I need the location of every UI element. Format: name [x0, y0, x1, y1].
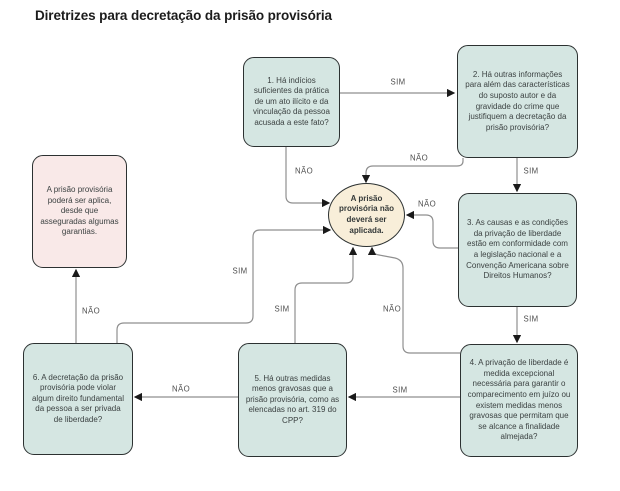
edge-label-q4-q5-sim: SIM	[392, 385, 408, 395]
node-question-3-text: 3. As causas e as condições da privação de liberdade estão em conformidade com a legislação nacional e a Convenção Americana sobre Direitos Humanos?	[466, 218, 569, 281]
node-question-4	[460, 344, 578, 457]
node-question-6-text: 6. A decretação da prisão provisória pode violar algum direito fundamental da pessoa a ser privada de liberdade?	[31, 372, 125, 424]
node-question-5-text: 5. Há outras medidas menos gravosas que a prisão provisória, como as elencadas no art. 319 do CPP?	[245, 373, 340, 425]
node-question-1-text: 1. Há indícios suficientes da prática de um ato ilícito e da vinculação da pessoa acusada a este fato?	[253, 75, 330, 127]
node-question-6	[23, 343, 133, 455]
node-question-2	[457, 45, 578, 158]
edge-label-q6-denied-sim: SIM	[232, 266, 248, 276]
edge-label-q2-denied-nao: NÃO	[409, 153, 429, 163]
node-question-4-text: 4. A privação de liberdade é medida excepcional necessária para garantir o comparecimento em juízo ou existem medidas menos gravosas que permitam que se alcance a finalidade almejada?	[467, 358, 571, 442]
edge-label-q2-q3-sim: SIM	[523, 166, 539, 176]
edge-label-q5-denied-sim: SIM	[274, 304, 290, 314]
node-outcome-denied-text: A prisão provisória não deverá ser aplicada.	[338, 193, 395, 235]
node-outcome-allowed-text: A prisão provisória poderá ser aplica, desde que asseguradas algumas garantias.	[40, 185, 119, 237]
edge-label-q6-allowed-nao: NÃO	[81, 306, 101, 316]
connector-q5-denied	[295, 248, 353, 343]
node-question-5	[238, 343, 347, 457]
page-title: Diretrizes para decretação da prisão provisória	[35, 8, 332, 23]
node-outcome-allowed	[32, 155, 127, 268]
node-question-1	[243, 57, 340, 147]
edge-label-q3-denied-nao: NÃO	[417, 199, 437, 209]
connector-q4-denied	[372, 248, 460, 353]
connector-q6-denied	[117, 230, 330, 343]
node-question-2-text: 2. Há outras informações para além das características do suposto autor e da gravidade do crime que justifiquem a decretação da prisão provisória?	[465, 69, 570, 132]
edge-label-q1-denied-nao: NÃO	[294, 166, 314, 176]
node-question-3	[458, 193, 577, 307]
edge-label-q4-denied-nao: NÃO	[382, 304, 402, 314]
edge-label-q5-q6-nao: NÃO	[171, 384, 191, 394]
edge-label-q1-q2-sim: SIM	[390, 77, 406, 87]
edge-label-q3-q4-sim: SIM	[523, 314, 539, 324]
node-outcome-denied	[328, 183, 405, 247]
connector-q3-denied	[407, 215, 458, 248]
